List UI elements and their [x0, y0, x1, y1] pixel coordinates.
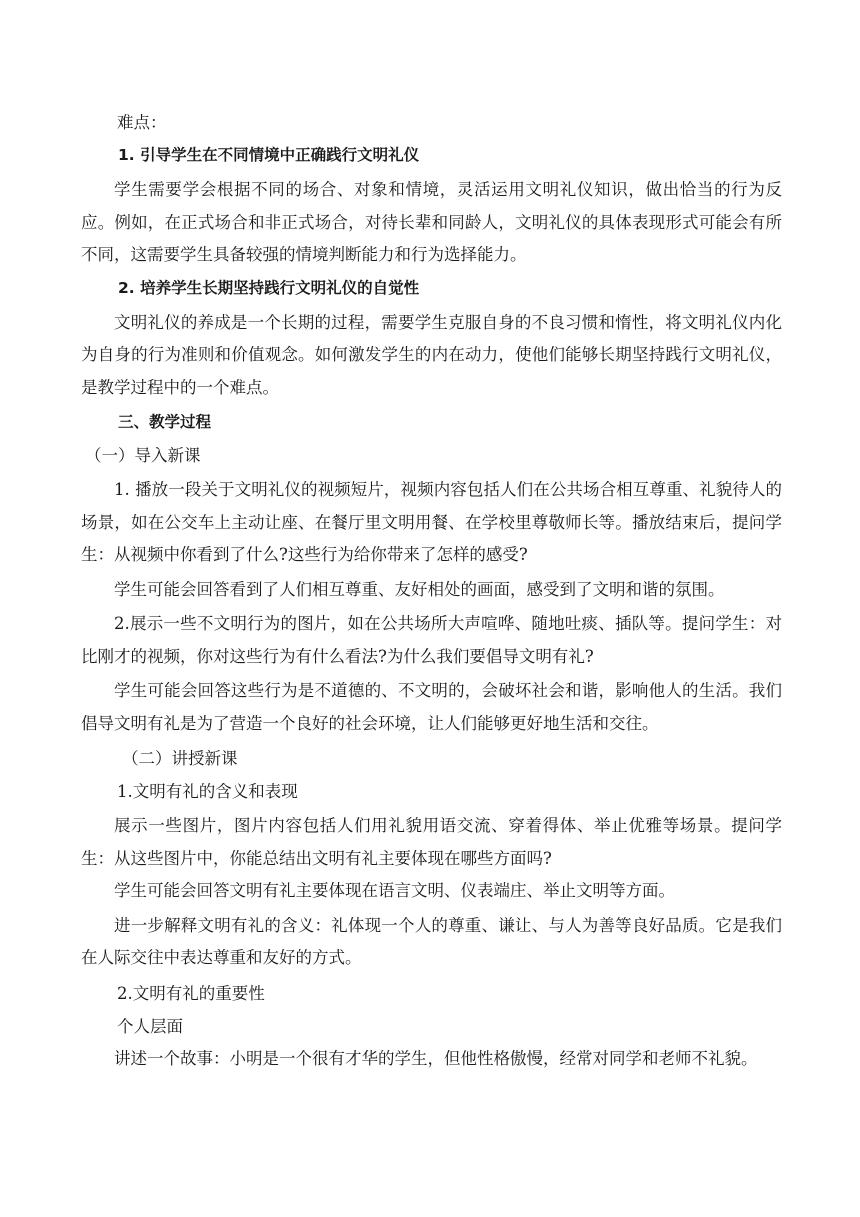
topic-personal-level: 个人层面: [117, 1016, 183, 1036]
topic-meaning: 1.文明有礼的含义和表现: [117, 782, 298, 801]
paragraph-5: 2.展示一些不文明行为的图片，如在公共场所大声喧哗、随地吐痰、插队等。提问学生：对比刚才的视频，你对这些行为有什么看法?为什么我们要倡导文明有礼?: [81, 614, 782, 666]
paragraph-7: 展示一些图片，图片内容包括人们用礼貌用语交流、穿着得体、举止优雅等场景。提问学生：从这些图片中，你能总结出文明有礼主要体现在哪些方面吗?: [81, 816, 782, 868]
paragraph-4: 学生可能会回答看到了人们相互尊重、友好相处的画面，感受到了文明和谐的氛围。: [114, 579, 725, 599]
difficulty-label: 难点：: [117, 113, 167, 132]
paragraph-9: 进一步解释文明有礼的含义：礼体现一个人的尊重、谦让、与人为善等良好品质。它是我们在人际交往中表达尊重和友好的方式。: [81, 915, 782, 967]
paragraph-1: 学生需要学会根据不同的场合、对象和情境，灵活运用文明礼仪知识，做出恰当的行为反应。例如，在正式场合和非正式场合，对待长辈和同龄人，文明礼仪的具体表现形式可能会有所不同，这需要学生具备较强的情境判断能力和行为选择能力。: [81, 180, 782, 264]
paragraph-3: 1. 播放一段关于文明礼仪的视频短片，视频内容包括人们在公共场合相互尊重、礼貌待人的场景，如在公交车上主动让座、在餐厅里文明用餐、在学校里尊敬师长等。播放结束后，提问学生：从视频中你看到了什么?这些行为给你带来了怎样的感受?: [81, 480, 782, 564]
section-title-teaching-process: 三、教学过程: [118, 413, 212, 431]
topic-importance: 2.文明有礼的重要性: [117, 983, 265, 1003]
paragraph-8: 学生可能会回答文明有礼主要体现在语言文明、仪表端庄、举止文明等方面。: [114, 881, 675, 900]
paragraph-10: 讲述一个故事：小明是一个很有才华的学生，但他性格傲慢，经常对同学和老师不礼貌。: [114, 1048, 758, 1068]
paragraph-6: 学生可能会回答这些行为是不道德的、不文明的，会破坏社会和谐，影响他人的生活。我们倡导文明有礼是为了营造一个良好的社会环境，让人们能够更好地生活和交往。: [81, 681, 782, 733]
heading-2: 2. 培养学生长期坚持践行文明礼仪的自觉性: [118, 278, 420, 297]
subsection-new-lesson: （二）讲授新课: [122, 749, 238, 768]
subsection-intro: （一）导入新课: [85, 446, 201, 465]
heading-1: 1. 引导学生在不同情境中正确践行文明礼仪: [118, 146, 420, 164]
paragraph-2: 文明礼仪的养成是一个长期的过程，需要学生克服自身的不良习惯和惰性，将文明礼仪内化为自身的行为准则和价值观念。如何激发学生的内在动力，使他们能够长期坚持践行文明礼仪，是教学过程中的一个难点。: [81, 312, 782, 397]
